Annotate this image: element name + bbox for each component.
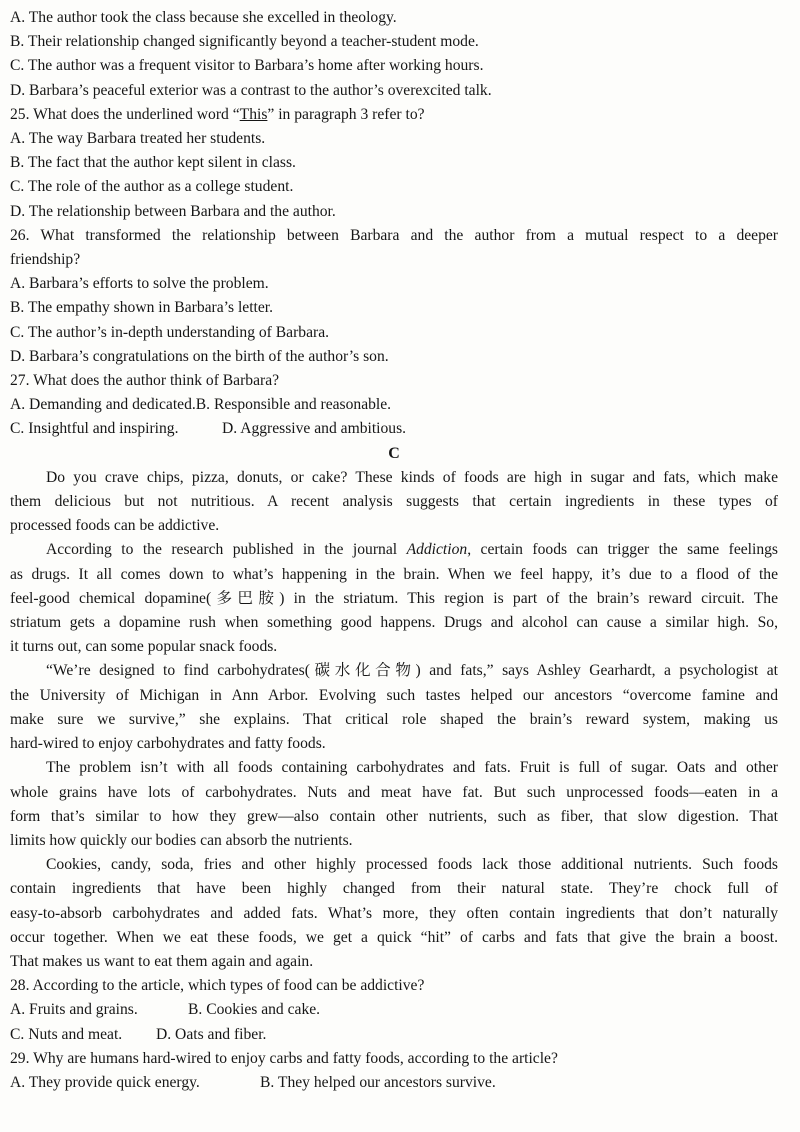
q24-option-b: B. Their relationship changed significantly beyond a teacher-student mode. (10, 33, 479, 51)
q28-option-a: A. Fruits and grains. (10, 1001, 138, 1019)
passage-line: form that’s similar to how they grew—also contain other nutrients, such as fiber, that slow digestion. That (10, 807, 778, 825)
q28-option-c: C. Nuts and meat. (10, 1025, 123, 1043)
q26-option-b: B. The empathy shown in Barbara’s letter. (10, 299, 274, 317)
q24-option-a: A. The author took the class because she excelled in theology. (10, 9, 397, 26)
q28-option-b: B. Cookies and cake. (188, 1001, 321, 1019)
passage-line: “We’re designed to find carbohydrates(碳水化合物) and fats,” says Ashley Gearhardt, a psychologist at (46, 662, 778, 680)
passage-line: Cookies, candy, soda, fries and other highly processed foods lack those additional nutrients. Such foods (46, 856, 778, 874)
q27-stem: 27. What does the author think of Barbara? (10, 372, 280, 390)
passage-c (10, 466, 778, 974)
q27-option-c: C. Insightful and inspiring. (10, 420, 179, 438)
q27-option-d: D. Aggressive and ambitious. (222, 420, 407, 438)
passage-line: the University of Michigan in Ann Arbor. Evolving such tastes helped our ancestors “overcome famine and (10, 686, 778, 704)
passage-line: them delicious but not nutritious. A recent analysis suggests that certain ingredients in these types of (10, 493, 778, 511)
question-25 (10, 103, 778, 224)
passage-paragraph-2 (10, 538, 778, 659)
passage-paragraph-3 (10, 659, 778, 756)
q27-option-b: B. Responsible and reasonable. (195, 396, 392, 414)
q24-option-c: C. The author was a frequent visitor to Barbara’s home after working hours. (10, 57, 484, 75)
passage-paragraph-5 (10, 853, 778, 974)
passage-line: hard-wired to enjoy carbohydrates and fatty foods. (10, 735, 326, 753)
q26-option-d: D. Barbara’s congratulations on the birth of the author’s son. (10, 347, 389, 365)
q28-options-row2 (10, 1023, 778, 1047)
q25-option-c: C. The role of the author as a college student. (10, 178, 294, 196)
passage-line: easy-to-absorb carbohydrates and added fats. What’s more, they often contain ingredients that don’t naturally (10, 904, 778, 922)
question-29 (10, 1047, 778, 1095)
passage-line: processed foods can be addictive. (10, 517, 220, 535)
passage-line: contain ingredients that have been highly changed from their natural state. They’re chock full of (10, 880, 778, 898)
section-label: C (388, 444, 400, 462)
q28-options-row1 (10, 998, 778, 1022)
passage-line: striatum gets a dopamine rush when something good happens. Drugs and alcohol can cause a similar high. So, (10, 614, 778, 632)
q27-options-row1 (10, 393, 778, 417)
question-28 (10, 974, 778, 1047)
passage-line: limits how quickly our bodies can absorb the nutrients. (10, 831, 353, 849)
journal-name: Addiction (406, 541, 468, 559)
passage-line: make sure we survive,” she explains. That critical role shaped the brain’s reward system, making us (10, 710, 778, 728)
q29-stem: 29. Why are humans hard-wired to enjoy carbs and fatty foods, according to the article? (10, 1049, 558, 1067)
q29-option-a: A. They provide quick energy. (10, 1073, 200, 1091)
q25-stem: 25. What does the underlined word “This” in paragraph 3 refer to? (10, 105, 425, 123)
passage-line: occur together. When we eat these foods, we get a quick “hit” of carbs and fats that give the brain a boost. (10, 928, 778, 946)
q29-option-b: B. They helped our ancestors survive. (260, 1073, 496, 1091)
q28-option-d: D. Oats and fiber. (156, 1025, 267, 1043)
passage-line: Do you crave chips, pizza, donuts, or cake? These kinds of foods are high in sugar and fats, which make (46, 468, 778, 486)
q27-options-row2 (10, 417, 778, 441)
q26-option-c: C. The author’s in-depth understanding of Barbara. (10, 323, 330, 341)
passage-paragraph-1 (10, 466, 778, 539)
q26-stem-line1: 26. What transformed the relationship between Barbara and the author from a mutual respect to a deeper (10, 226, 778, 244)
passage-line: feel-good chemical dopamine(多巴胺) in the striatum. This region is part of the brain’s reward circuit. The (10, 589, 778, 607)
passage-line: whole grains have lots of carbohydrates. Nuts and meat have fat. But such unprocessed foods—eaten in a (10, 783, 778, 801)
q26-stem-line2: friendship? (10, 251, 81, 269)
q25-option-b: B. The fact that the author kept silent in class. (10, 154, 296, 172)
q29-options-row1 (10, 1071, 778, 1095)
passage-line: The problem isn’t with all foods containing carbohydrates and fats. Fruit is full of sugar. Oats and other (46, 759, 778, 777)
passage-line: According to the research published in the journal Addiction, certain foods can trigger the same feelings (46, 541, 778, 559)
q25-option-a: A. The way Barbara treated her students. (10, 130, 266, 148)
passage-paragraph-4 (10, 756, 778, 853)
q24-options (10, 6, 778, 103)
passage-line: it turns out, can some popular snack foods. (10, 638, 278, 656)
q25-underlined-word: This (239, 105, 268, 123)
q27-option-a: A. Demanding and dedicated. (10, 396, 196, 414)
question-26 (10, 224, 778, 369)
passage-line: That makes us want to eat them again and again. (10, 952, 314, 970)
q28-stem: 28. According to the article, which types of food can be addictive? (10, 977, 425, 995)
question-27 (10, 369, 778, 442)
q26-option-a: A. Barbara’s efforts to solve the problem. (10, 275, 269, 293)
passage-line: as drugs. It all comes down to what’s happening in the brain. When we feel happy, it’s due to a flood of the (10, 565, 778, 583)
q25-option-d: D. The relationship between Barbara and the author. (10, 202, 336, 220)
q24-option-d: D. Barbara’s peaceful exterior was a contrast to the author’s overexcited talk. (10, 81, 492, 99)
